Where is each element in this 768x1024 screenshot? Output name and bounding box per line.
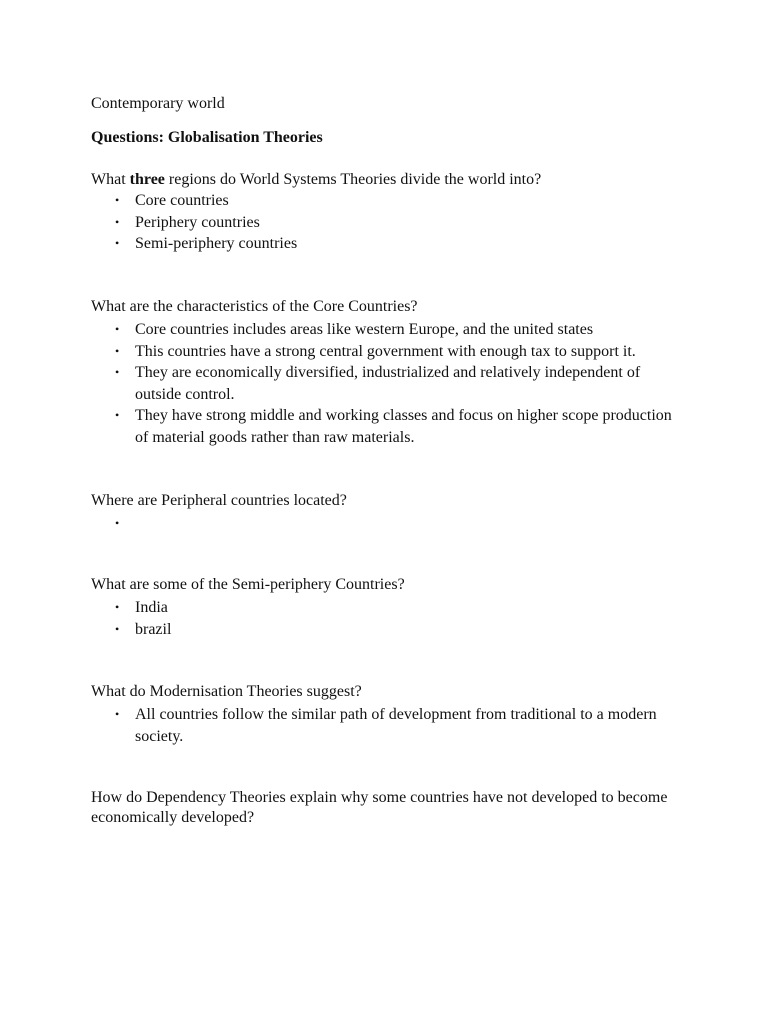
answer-list-peripheral xyxy=(91,513,139,535)
answer-text: Core countries xyxy=(135,192,229,209)
answer-list-core xyxy=(91,319,695,449)
document-title: Contemporary world xyxy=(91,95,225,112)
bullet-icon: • xyxy=(115,365,120,380)
question-world-systems xyxy=(91,170,541,190)
list-item xyxy=(91,513,139,535)
question-emphasis: three xyxy=(129,171,165,188)
list-item xyxy=(91,704,665,747)
questions-heading: Questions: Globalisation Theories xyxy=(91,129,323,146)
list-item xyxy=(91,405,695,448)
question-dependency: How do Dependency Theories explain why some countries have not developed to become economically developed? xyxy=(91,789,668,826)
list-item xyxy=(91,619,171,641)
question-modernisation: What do Modernisation Theories suggest? xyxy=(91,683,362,700)
bullet-icon: • xyxy=(115,343,120,358)
list-item xyxy=(91,190,297,212)
bullet-icon: • xyxy=(115,193,120,207)
list-item xyxy=(91,212,297,234)
answer-text: India xyxy=(135,599,168,616)
answer-text: Periphery countries xyxy=(135,213,260,231)
list-item xyxy=(91,341,695,363)
bullet-icon: • xyxy=(115,322,120,336)
answer-list-semi-periphery xyxy=(91,597,171,640)
answer-text: They are economically diversified, industrialized and relatively independent of outside control. xyxy=(135,364,641,403)
question-core-characteristics: What are the characteristics of the Core Countries? xyxy=(91,298,418,315)
question-peripheral-location: Where are Peripheral countries located? xyxy=(91,492,347,509)
answer-text: brazil xyxy=(135,620,172,638)
answer-text: Core countries includes areas like western Europe, and the united states xyxy=(135,321,594,338)
list-item xyxy=(91,597,171,619)
list-item xyxy=(91,233,297,255)
question-suffix: regions do World Systems Theories divide the world into? xyxy=(164,171,542,188)
answer-text: They have strong middle and working classes and focus on higher scope production of material goods rather than raw materials. xyxy=(135,407,672,446)
bullet-icon: • xyxy=(115,214,120,229)
bullet-icon: • xyxy=(115,600,120,614)
question-semi-periphery: What are some of the Semi-periphery Countries? xyxy=(91,576,405,593)
answer-list-regions xyxy=(91,190,297,255)
answer-text: This countries have a strong central government with enough tax to support it. xyxy=(135,342,636,360)
list-item xyxy=(91,319,695,341)
question-prefix: What xyxy=(91,171,130,188)
answer-text: Semi-periphery countries xyxy=(135,235,298,253)
list-item xyxy=(91,362,695,405)
bullet-icon: • xyxy=(115,408,120,423)
bullet-icon: • xyxy=(115,516,120,530)
bullet-icon: • xyxy=(115,707,120,721)
answer-list-modernisation xyxy=(91,704,665,747)
bullet-icon: • xyxy=(115,236,120,251)
answer-text xyxy=(135,513,139,535)
answer-text: All countries follow the similar path of development from traditional to a modern society. xyxy=(135,706,657,745)
bullet-icon: • xyxy=(115,621,120,636)
